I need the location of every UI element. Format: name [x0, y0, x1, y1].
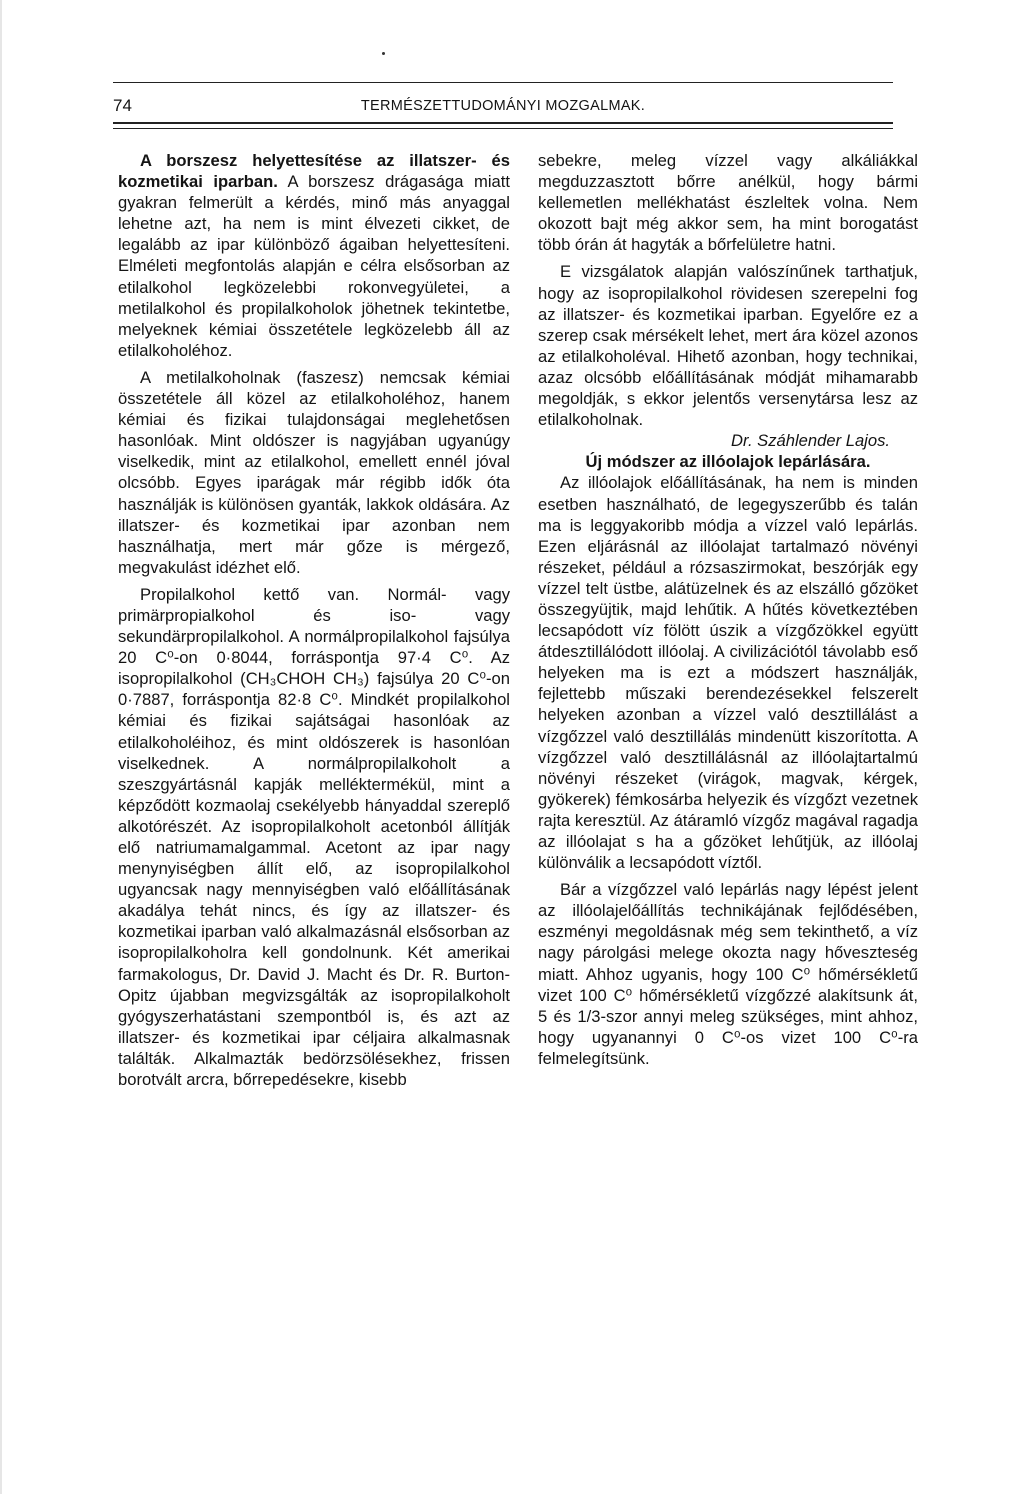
- article1-continuation: sebekre, meleg vízzel vagy alkáliákkal megduzzasztott bőrre anélkül, hogy bármi kellemetlen mellékhatást észleltek volna. Nem okozott bajt még akkor sem, ha mint borogatást több órán át hagyták a bőrfelületre hatni.: [538, 151, 918, 255]
- left-column: [118, 150, 510, 1090]
- header-double-rule: [113, 122, 893, 129]
- running-header: [113, 96, 893, 120]
- article1-para4: E vizsgálatok alapján valószínűnek tarthatjuk, hogy az isopropilalkohol rövidesen szerepelni fog az illatszer- és kozmetikai iparban. Egyelőre ez a szerep csak mérsékelt lehet, mert ára közel azonos az etilalkoholéval. Hihető azonban, hogy technikai, azaz olcsóbb előállításának módját mihamarabb megoldják, s ekkor jelentős versenytársa lesz az etilalkoholnak.: [538, 262, 918, 430]
- header-top-rule: [113, 82, 893, 83]
- article1-title: A borszesz helyettesítése az illatszer- és kozmetikai iparban.: [118, 151, 510, 192]
- scan-speck: [382, 52, 385, 55]
- article2-para2: Bár a vízgőzzel való lepárlás nagy lépést jelent az illóolajelőállítás technikájának fejlődésében, eszményi megoldásnak még sem tekinthető, a víz nagy párolgási melege okozta nagy hőveszteség miatt. Ahhoz ugyanis, hogy 100 C⁰ hőmérsékletű vizet 100 C⁰ hőmérsékletű vízgőzzé alakítsunk át, 5 és 1/3-szor annyi meleg szükséges, mint ahhoz, hogy ugyanannyi 0 C⁰-os vizet 100 C⁰-ra felmelegítsünk.: [538, 880, 918, 1068]
- article1-signature: Dr. Száhlender Lajos.: [731, 431, 890, 451]
- article1-first-paragraph: [118, 150, 510, 361]
- journal-title: TERMÉSZETTUDOMÁNYI MOZGALMAK.: [360, 98, 646, 114]
- scan-edge: [0, 0, 2, 1494]
- article2-para1: Az illóolajok előállításának, ha nem is minden esetben használható, de legegyszerűbb és talán ma is leggyakoribb módja a vízzel való lepárlás. Ezen eljárásnál az illóolajat tartalmazó növényi részeket, például a rózsaszirmokat, beszórják egy vízzel telt üstbe, alátüzelnek és az elszálló gőzöket összegyüjtik, majd lehűtik. A hűtés következtében lecsapódott víz fölött úszik a vízgőzökkel együtt átdesztillálódott illóolaj. A civilizációtól távolabb eső helyeken ma is ezt a módszert használják, fejlettebb műszaki berendezésekkel felszerelt helyeken azonban a vízzel való desztillálást a vízgőzzel való desztillálás mindenütt kiszorította. A vízgőzzel való desztillálásnál az illóolajtartalmú növényi részeket (virágok, magvak, kérgek, gyökerek) fémkosárba helyezik és vízgőzt vezetnek rajta keresztül. Az átáramló vízgőz magával ragadja az illóolajat s ha a gőzöket lehűtjük, az illóolaj különválik a lecsapódott víztől.: [538, 473, 918, 873]
- article1-para3: Propilalkohol kettő van. Normál- vagy primärpropialkohol és iso- vagy sekundärpropilalkohol. A normálpropilalkohol fajsúlya 20 C⁰-on 0·8044, forráspontja 97·4 C⁰. Az isopropilalkohol (CH₃CHOH CH₃) fajsúlya 20 C⁰-on 0·7887, forráspontja 82·8 C⁰. Mindkét propilalkohol kémiai és fizikai sajátságai hasonlóak az etilalkoholéihoz, és mint oldószerek is hasonlóan viselkednek. A normálpropilalkoholt a szeszgyártásnál kapják melléktermékül, mint a képződött kozmaolaj csekélyebb hányaddal szereplő alkotórészét. Az isopropilalkoholt acetonból állítják elő natriumamalgammal. Acetont az ipar nagy menynyiségben állít elő, az isopropilalkohol ugyancsak nagy mennyiségben való előállításának akadálya tehát nincs, és így az illatszer- és kozmetikai iparban való alkalmazásnál elsősorban az isopropilalkoholra kell gondolnunk. Két amerikai farmakologus, Dr. David J. Macht és Dr. R. Burton-Opitz újabban megvizsgálták az isopropilalkoholt gyógyszerhatástani szempontból is, és azt az illatszer- és kozmetikai ipar céljaira alkalmasnak találták. Alkalmazták bedörzsölésekhez, frissen borotvált arcra, bőrrepedésekre, kisebb: [118, 584, 510, 1090]
- article1-para1: A borszesz drágasága miatt gyakran felmerült a kérdés, minő más anyaggal lehetne azt, ha nem is mint élvezeti cikket, de legalább az ipar különböző ágaiban helyettesíteni. Elméleti megfontolás alapján e célra elsősorban az etilalkohol legközelebbi rokonvegyületei, a metilalkohol és propilalkoholok jöhetnek tekintetbe, melyeknek kémiai összetétele legközelebb áll az etilalkoholéhoz.: [118, 172, 510, 360]
- right-column: [538, 150, 918, 1069]
- article1-para2: A metilalkoholnak (faszesz) nemcsak kémiai összetétele áll közel az etilalkoholéhoz, hanem kémiai és fizikai tulajdonságai meglehetősen hasonlóak. Mint oldószer is nagyjában ugyanúgy viselkedik, mint az etilalkohol, emellett ennél jóval olcsóbb. Egyes iparágak már régibb idők óta használják is különösen gyanták, lakkok oldására. Az illatszer- és kozmetikai ipar azonban nem használhatja, mert már gőze is mérgező, megvakulást idézhet elő.: [118, 367, 510, 577]
- article2-title: Új módszer az illóolajok lepárlására.: [585, 452, 871, 472]
- page-number: 74: [113, 96, 132, 115]
